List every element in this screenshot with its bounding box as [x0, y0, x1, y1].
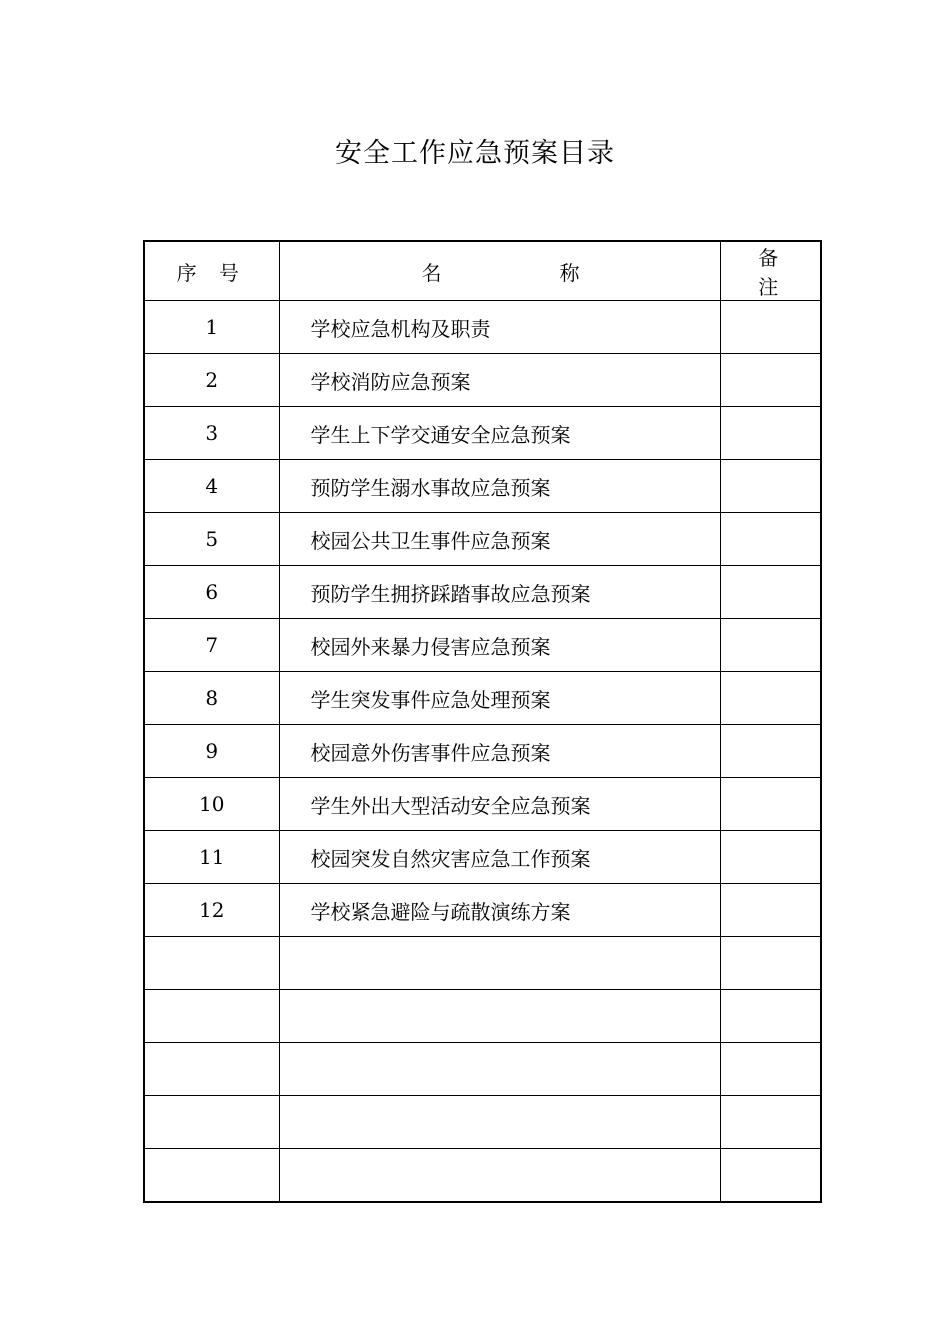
- row-plan-name: 学生上下学交通安全应急预案: [279, 407, 720, 460]
- row-plan-name: 学校应急机构及职责: [279, 301, 720, 354]
- table-row: [144, 831, 821, 884]
- row-remarks: [720, 1149, 821, 1203]
- row-serial-number: 11: [144, 831, 279, 884]
- contents-table: [143, 240, 822, 1203]
- row-plan-name: [279, 990, 720, 1043]
- row-remarks: [720, 672, 821, 725]
- header-name-part2: 称: [559, 260, 580, 285]
- row-plan-name: 学校紧急避险与疏散演练方案: [279, 884, 720, 937]
- row-plan-name: 预防学生拥挤踩踏事故应急预案: [279, 566, 720, 619]
- row-plan-name: 校园突发自然灾害应急工作预案: [279, 831, 720, 884]
- row-plan-name: 学生外出大型活动安全应急预案: [279, 778, 720, 831]
- row-remarks: [720, 1096, 821, 1149]
- row-remarks: [720, 1043, 821, 1096]
- row-remarks: [720, 831, 821, 884]
- row-remarks: [720, 725, 821, 778]
- row-plan-name: 预防学生溺水事故应急预案: [279, 460, 720, 513]
- row-serial-number: 10: [144, 778, 279, 831]
- row-serial-number: 5: [144, 513, 279, 566]
- table-row: [144, 937, 821, 990]
- row-serial-number: 8: [144, 672, 279, 725]
- row-plan-name: 校园外来暴力侵害应急预案: [279, 619, 720, 672]
- row-remarks: [720, 407, 821, 460]
- table-row: [144, 619, 821, 672]
- row-serial-number: 4: [144, 460, 279, 513]
- table-row: [144, 1096, 821, 1149]
- row-plan-name: 学校消防应急预案: [279, 354, 720, 407]
- row-remarks: [720, 619, 821, 672]
- table-row: [144, 354, 821, 407]
- row-remarks: [720, 884, 821, 937]
- table-row: [144, 407, 821, 460]
- table-row: [144, 566, 821, 619]
- header-name-part1: 名: [421, 260, 442, 285]
- table-row: [144, 513, 821, 566]
- row-serial-number: 9: [144, 725, 279, 778]
- row-plan-name: 校园意外伤害事件应急预案: [279, 725, 720, 778]
- row-plan-name: [279, 937, 720, 990]
- row-remarks: [720, 301, 821, 354]
- row-remarks: [720, 990, 821, 1043]
- table-row: [144, 778, 821, 831]
- row-remarks: [720, 354, 821, 407]
- row-serial-number: [144, 1096, 279, 1149]
- row-serial-number: 2: [144, 354, 279, 407]
- row-serial-number: 3: [144, 407, 279, 460]
- table-row: [144, 725, 821, 778]
- row-plan-name: [279, 1096, 720, 1149]
- table-row: [144, 1149, 821, 1203]
- page-title: 安全工作应急预案目录: [335, 138, 615, 169]
- table-header-row: [144, 241, 821, 301]
- row-serial-number: [144, 990, 279, 1043]
- row-remarks: [720, 460, 821, 513]
- header-remarks: 备 注: [720, 241, 821, 301]
- table-row: [144, 301, 821, 354]
- row-serial-number: 12: [144, 884, 279, 937]
- row-serial-number: [144, 937, 279, 990]
- row-plan-name: 学生突发事件应急处理预案: [279, 672, 720, 725]
- row-serial-number: [144, 1043, 279, 1096]
- row-plan-name: 校园公共卫生事件应急预案: [279, 513, 720, 566]
- header-name: [279, 241, 720, 301]
- table-row: [144, 672, 821, 725]
- row-serial-number: 6: [144, 566, 279, 619]
- header-serial-number: 序 号: [144, 241, 279, 301]
- row-remarks: [720, 513, 821, 566]
- row-plan-name: [279, 1149, 720, 1203]
- table-row: [144, 1043, 821, 1096]
- table-row: [144, 884, 821, 937]
- row-remarks: [720, 566, 821, 619]
- row-plan-name: [279, 1043, 720, 1096]
- table-row: [144, 460, 821, 513]
- row-remarks: [720, 778, 821, 831]
- row-serial-number: [144, 1149, 279, 1203]
- table-row: [144, 990, 821, 1043]
- row-serial-number: 1: [144, 301, 279, 354]
- row-remarks: [720, 937, 821, 990]
- row-serial-number: 7: [144, 619, 279, 672]
